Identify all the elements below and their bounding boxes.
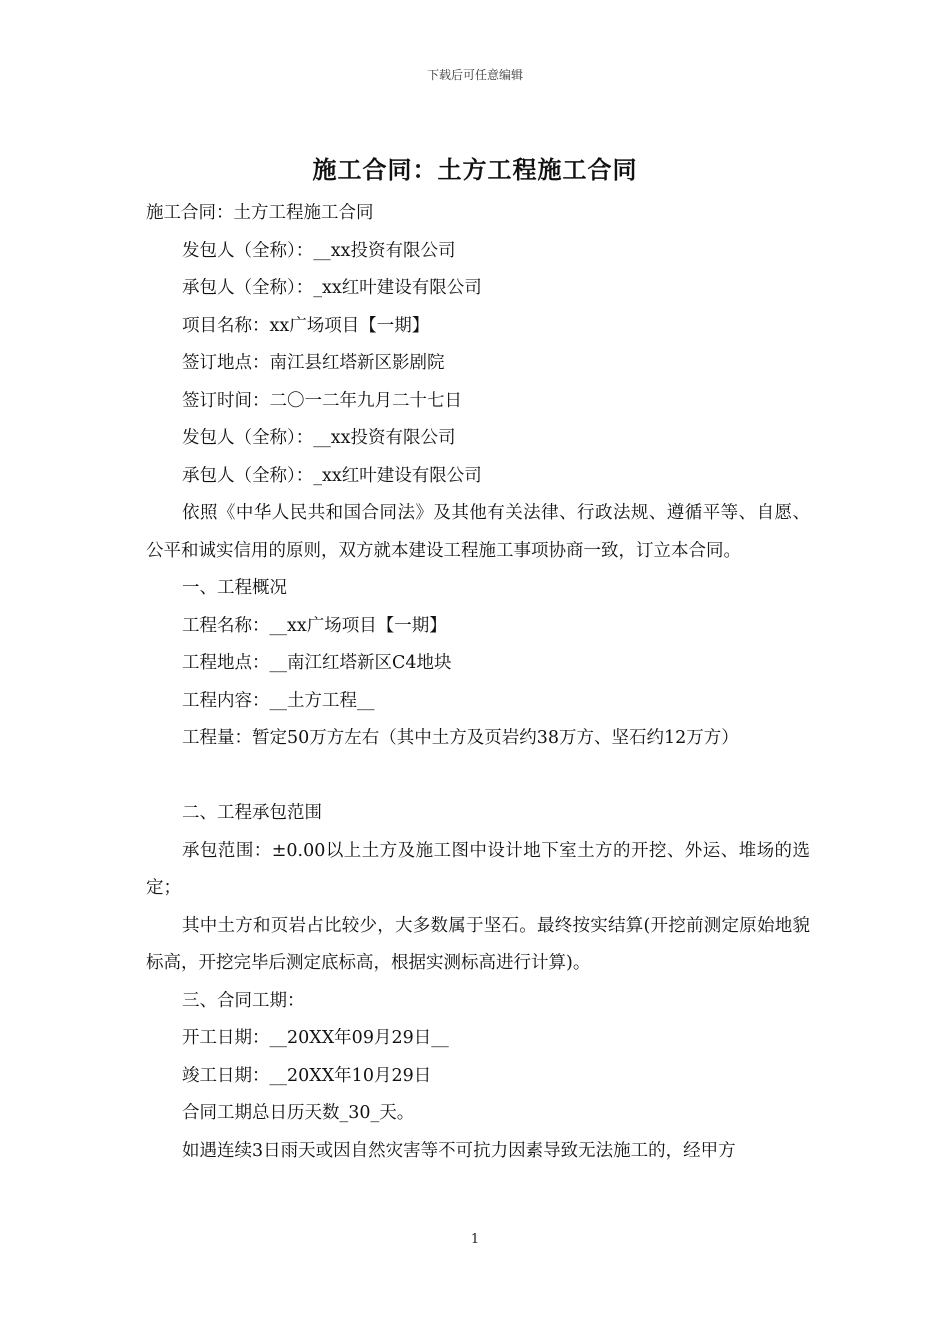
contractor-line: 承包人（全称）：_xx红叶建设有限公司 bbox=[182, 278, 482, 298]
scope-note-paragraph: 其中土方和页岩占比较少，大多数属于坚石。最终按实结算(开挖前测定原始地貌标高，开挖完毕后测定底标高，根据实测标高进行计算)。 bbox=[146, 915, 810, 973]
project-quantity-field: 工程量：暂定50万方左右（其中土方及页岩约38万方、坚石约12万方） bbox=[182, 728, 739, 748]
blank-line bbox=[146, 758, 810, 796]
page-header: 下载后可任意编辑 bbox=[426, 68, 523, 82]
section3-heading: 三、合同工期： bbox=[182, 990, 305, 1011]
rain-clause-line: 如遇连续3日雨天或因自然灾害等不可抗力因素导致无法施工的，经甲方 bbox=[182, 1140, 736, 1161]
end-date-field: 竣工日期：__20XX年10月29日 bbox=[182, 1065, 432, 1086]
employer-line: 发包人（全称）：__xx投资有限公司 bbox=[182, 240, 456, 261]
section1-heading: 一、工程概况 bbox=[182, 578, 287, 598]
preamble-paragraph: 依照《中华人民共和国合同法》及其他有关法律、行政法规、遵循平等、自愿、公平和诚实信用的原则，双方就本建设工程施工事项协商一致，订立本合同。 bbox=[146, 503, 810, 561]
sign-place-line: 签订地点：南江县红塔新区影剧院 bbox=[182, 353, 445, 373]
project-place-field: 工程地点：__南江红塔新区C4地块 bbox=[182, 653, 452, 673]
project-name-line: 项目名称：xx广场项目【一期】 bbox=[182, 315, 430, 336]
page-number: 1 bbox=[470, 1232, 480, 1247]
employer-line-repeat: 发包人（全称）：__xx投资有限公司 bbox=[182, 428, 456, 448]
scope-paragraph: 承包范围：±0.00以上土方及施工图中设计地下室土方的开挖、外运、堆场的选定； bbox=[146, 840, 810, 898]
sign-time-line: 签订时间：二〇一二年九月二十七日 bbox=[182, 390, 462, 411]
contractor-line-repeat: 承包人（全称）：_xx红叶建设有限公司 bbox=[182, 465, 482, 486]
document-subtitle: 施工合同：土方工程施工合同 bbox=[146, 203, 374, 223]
project-name-field: 工程名称：__xx广场项目【一期】 bbox=[182, 615, 447, 636]
project-content-field: 工程内容：__土方工程__ bbox=[182, 690, 375, 711]
document-title: 施工合同：土方工程施工合同 bbox=[312, 155, 638, 184]
start-date-field: 开工日期：__20XX年09月29日__ bbox=[182, 1028, 449, 1048]
total-days-field: 合同工期总日历天数_30_天。 bbox=[182, 1103, 415, 1123]
section2-heading: 二、工程承包范围 bbox=[182, 803, 322, 823]
document-body bbox=[146, 195, 810, 1170]
